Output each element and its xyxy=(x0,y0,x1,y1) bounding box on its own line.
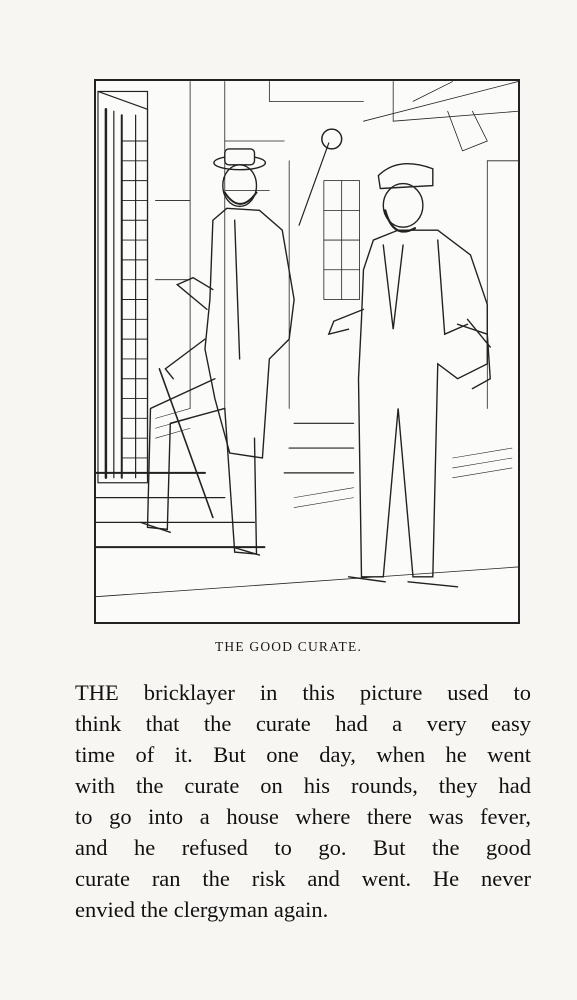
body-line: think that the curate had a very easy xyxy=(75,711,531,736)
doorway xyxy=(98,91,148,482)
steps xyxy=(96,423,518,596)
curate-figure xyxy=(141,149,295,555)
street-scene-drawing xyxy=(96,81,518,622)
body-line: and he refused to go. But the good xyxy=(75,835,531,860)
body-line: with the curate on his rounds, they had xyxy=(75,773,531,798)
bricklayer-figure xyxy=(329,164,490,587)
illustration-caption: THE GOOD CURATE. xyxy=(214,639,363,654)
body-line: envied the clergyman again. xyxy=(75,897,329,922)
body-line: curate ran the risk and went. He never xyxy=(75,866,531,891)
body-line: THE bricklayer in this picture used to xyxy=(75,680,531,705)
engraving-illustration xyxy=(94,79,520,624)
broom xyxy=(299,129,342,225)
body-line: to go into a house where there was fever, xyxy=(75,804,531,829)
body-paragraph xyxy=(75,677,531,925)
body-line: time of it. But one day, when he went xyxy=(75,742,531,767)
